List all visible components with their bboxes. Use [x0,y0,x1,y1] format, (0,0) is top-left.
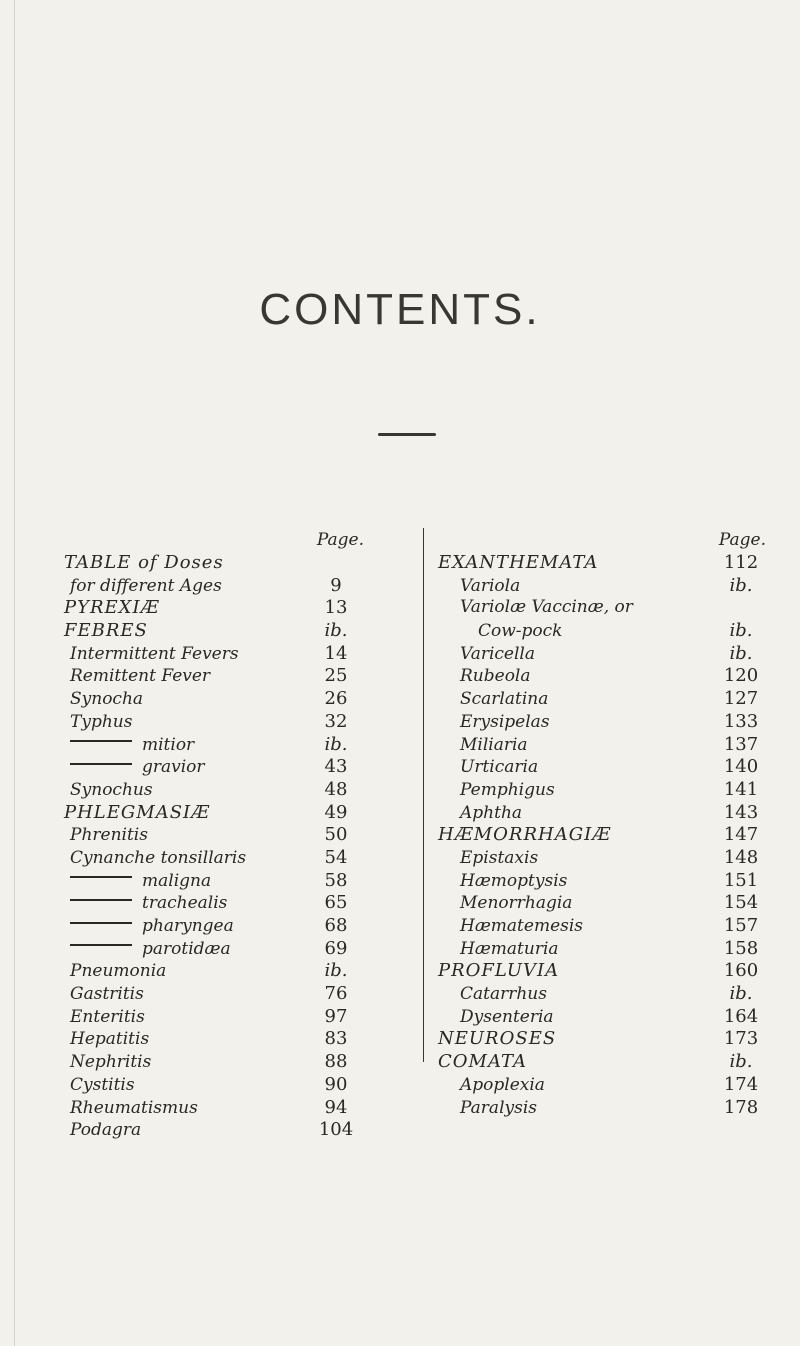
entry-title [438,803,716,823]
entry-title [438,916,716,936]
entry-title [64,689,308,709]
entry-title [64,780,308,800]
contents-entry [438,1051,766,1074]
entry-title-text: Hepatitis [70,1029,150,1050]
ditto-dash [70,922,132,924]
contents-entry [438,620,766,643]
entry-title [438,984,716,1004]
entry-title-text: Catarrhus [460,984,547,1005]
entry-page-number: 9 [330,574,342,596]
entry-page-number: 140 [723,756,759,778]
entry-page-number: ib. [729,642,753,664]
entry-page-number: 25 [324,665,348,687]
entry-page-number: 157 [723,915,759,936]
entry-title-text: Dysenteria [460,1006,554,1027]
entry-page-number: 69 [324,937,348,959]
column-divider [423,528,424,1062]
contents-entry [64,734,364,757]
contents-entry [438,892,766,915]
entry-page-number: 94 [324,1096,348,1118]
contents-entry [64,802,364,825]
contents-entry [438,824,766,847]
entry-page-number: 147 [723,824,759,846]
entry-page-number: 26 [324,688,348,710]
contents-entry [438,847,766,870]
contents-entry [438,688,766,711]
contents-entry [438,1074,766,1097]
contents-entry [438,552,766,575]
entry-title [438,644,716,664]
entry-title [64,576,308,596]
entry-page-number: 127 [723,688,759,710]
contents-entry [438,1006,766,1029]
entry-title-text: trachealis [142,893,228,914]
entry-title-text: TABLE of Doses [64,552,224,573]
contents-entry [438,779,766,802]
entry-title-text: FEBRES [64,620,148,642]
entry-title-text: Paralysis [460,1097,537,1118]
contents-entry [64,1051,364,1074]
entry-title [64,825,308,845]
entry-title-text: Gastritis [70,984,144,1005]
contents-list-right [438,552,766,1119]
entry-page-number: 68 [324,915,348,936]
contents-entry [64,665,364,688]
entry-title-text: Synochus [70,779,153,800]
contents-entry [64,688,364,711]
entry-title [438,939,716,959]
entry-page-number: 13 [324,597,348,619]
entry-title [64,644,308,664]
contents-list-left [64,552,364,1142]
contents-entry [64,597,364,620]
page-label: Page. [718,530,766,550]
entry-title-text: Pneumonia [70,961,167,982]
entry-page-number: 178 [723,1096,759,1118]
entry-title-text: Rheumatismus [70,1097,198,1118]
entry-title [64,1120,308,1140]
entry-page-number: 49 [324,801,348,823]
entry-title-text: HÆMORRHAGIÆ [438,824,612,846]
contents-entry [64,1097,364,1120]
entry-title-text: Nephritis [70,1052,152,1073]
page-column-label [64,530,364,552]
contents-entry [438,938,766,961]
entry-title-text: pharyngea [142,916,234,936]
entry-title [64,848,308,868]
contents-entry [64,847,364,870]
contents-entry [64,824,364,847]
entry-title [438,780,716,800]
entry-title-text: mitior [142,734,195,755]
entry-page-number: 174 [723,1073,759,1095]
entry-title [64,620,308,641]
entry-title [64,939,308,959]
entry-title-text: Cystitis [70,1074,135,1095]
entry-page-number: 65 [324,892,348,914]
contents-entry [438,960,766,983]
contents-entry [64,552,364,575]
contents-entry [438,734,766,757]
entry-title-text: Menorrhagia [460,893,573,914]
contents-column-left [64,530,364,1142]
contents-entry [438,870,766,893]
contents-entry [438,1028,766,1051]
entry-page-number: 112 [723,552,759,573]
entry-title-text: COMATA [438,1051,527,1073]
entry-page-number: ib. [729,574,753,596]
entry-title-text: gravior [142,757,205,778]
contents-entry [64,1028,364,1051]
entry-page-number: 104 [318,1119,354,1141]
contents-entry [64,756,364,779]
entry-title [64,893,308,913]
entry-title-text: Aphtha [460,802,523,823]
entry-page-number: 54 [324,846,348,868]
entry-page-number: 90 [324,1073,348,1095]
entry-title [64,735,308,755]
entry-title-text: Cynanche tonsillaris [70,847,247,868]
entry-page-number: 148 [723,846,759,868]
contents-entry [438,575,766,598]
entry-title [64,984,308,1004]
ditto-dash [70,740,132,742]
contents-entry [64,892,364,915]
entry-title-text: Phrenitis [70,825,148,846]
page-edge [0,0,15,1346]
entry-page-number: 32 [324,710,348,732]
contents-entry [438,643,766,666]
contents-entry [438,915,766,938]
contents-entry [64,938,364,961]
entry-title [438,757,716,777]
entry-title [64,1098,308,1118]
entry-title [438,1028,716,1049]
entry-title [64,552,308,573]
entry-title-text: Enteritis [70,1006,145,1027]
entry-page-number: 158 [723,937,759,959]
entry-title [64,1007,308,1027]
entry-page-number: 14 [324,642,348,664]
entry-title [64,916,308,936]
entry-title-text: Remittent Fever [70,666,211,687]
entry-title-text: PROFLUVIA [438,960,560,982]
entry-page-number: 50 [324,824,348,846]
entry-title-text: PHLEGMASIÆ [64,801,211,823]
page-column-label [438,530,766,552]
entry-page-number: 76 [324,983,348,1005]
entry-title-text: Variolæ Vaccinæ, or [460,597,633,618]
entry-page-number: 83 [324,1028,348,1050]
entry-page-number: ib. [324,733,348,755]
entry-title-text: Epistaxis [460,847,539,868]
entry-page-number: ib. [324,960,348,982]
contents-entry [64,575,364,598]
entry-title-text: Podagra [70,1120,142,1141]
entry-title [438,735,716,755]
entry-page-number: 43 [324,756,348,778]
entry-page-number: 173 [723,1028,759,1050]
entry-title [438,1051,716,1072]
ditto-dash [70,763,132,765]
entry-title [438,848,716,868]
entry-title [438,689,716,709]
contents-entry [64,643,364,666]
contents-entry [438,983,766,1006]
entry-title [438,552,716,573]
entry-title-text: Rubeola [460,666,531,687]
entry-page-number: 48 [324,778,348,800]
entry-title [64,1029,308,1049]
entry-page-number: ib. [729,1051,753,1073]
entry-page-number: 88 [324,1051,348,1073]
entry-title [438,1075,716,1095]
entry-title [64,666,308,686]
entry-page-number: 164 [723,1005,759,1027]
contents-entry [438,665,766,688]
contents-entry [64,711,364,734]
entry-page-number: 120 [723,665,759,687]
entry-title [64,597,308,618]
entry-title [438,893,716,913]
contents-entry [64,983,364,1006]
entry-page-number: 141 [723,778,759,800]
entry-title-text: EXANTHEMATA [438,552,599,573]
entry-page-number: 151 [723,869,759,891]
entry-page-number: 160 [723,960,759,982]
entry-title-text: Urticaria [460,757,539,778]
entry-page-number: ib. [324,620,348,642]
entry-page-number: 58 [324,869,348,891]
contents-entry [64,870,364,893]
ditto-dash [70,944,132,946]
ditto-dash [70,899,132,901]
entry-title [438,712,716,732]
contents-entry [64,960,364,983]
entry-title [64,961,308,981]
entry-title-text: Miliaria [460,734,528,755]
entry-title [64,712,308,732]
contents-entry [64,1074,364,1097]
entry-title [64,802,308,823]
entry-title [438,1007,716,1027]
contents-entry [64,1006,364,1029]
entry-page-number: 133 [723,710,759,732]
page-label: Page. [316,530,364,550]
entry-title [64,1052,308,1072]
entry-title [438,960,716,981]
entry-page-number: 137 [723,733,759,755]
entry-title-text: PYREXIÆ [64,597,160,619]
entry-title-text: Variola [460,575,521,596]
entry-page-number: 143 [723,801,759,823]
contents-entry [64,779,364,802]
entry-title [64,757,308,777]
contents-entry [64,1119,364,1142]
entry-page-number: ib. [729,620,753,642]
entry-page-number: ib. [729,983,753,1005]
entry-title [64,1075,308,1095]
page-title: CONTENTS. [259,285,541,334]
entry-title-text: Cow-pock [478,621,563,642]
contents-entry [438,1097,766,1120]
entry-title-text: parotidæa [142,938,231,959]
entry-page-number: 154 [723,892,759,914]
entry-title-text: Scarlatina [460,689,549,710]
entry-page-number: 97 [324,1005,348,1027]
entry-title [64,871,308,891]
entry-title [438,666,716,686]
entry-title-text: Pemphigus [460,779,555,800]
entry-title-text: for different Ages [70,575,222,596]
entry-title-text: Typhus [70,711,133,732]
entry-title-text: Erysipelas [460,711,550,732]
entry-title-text: Hæmaturia [460,938,559,959]
entry-title [438,824,716,845]
entry-title-text: Hæmatemesis [460,916,584,936]
entry-title-text: Hæmoptysis [460,870,568,891]
entry-title [438,597,716,617]
contents-entry [438,711,766,734]
entry-title-text: maligna [142,870,212,891]
entry-title-text: Synocha [70,689,144,710]
entry-title [438,621,716,641]
contents-entry [438,802,766,825]
ditto-dash [70,876,132,878]
entry-title [438,576,716,596]
entry-title-text: NEUROSES [438,1028,557,1050]
entry-title [438,871,716,891]
contents-entry [438,597,766,620]
entry-title [438,1098,716,1118]
ornamental-rule [378,433,436,436]
entry-title-text: Intermittent Fevers [70,643,239,664]
contents-entry [438,756,766,779]
entry-title-text: Apoplexia [460,1074,545,1095]
contents-column-right [438,530,766,1119]
entry-title-text: Varicella [460,643,536,664]
contents-entry [64,915,364,938]
contents-entry [64,620,364,643]
